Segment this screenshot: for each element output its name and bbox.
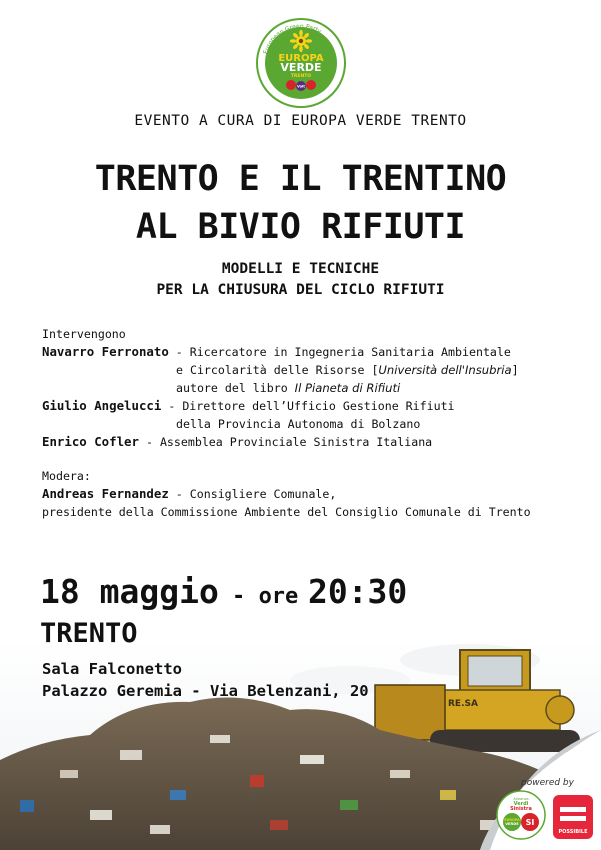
speaker-1-line-3: autore del libro Il Pianeta di Rifiuti bbox=[176, 381, 401, 395]
speaker-3: Enrico Cofler - Assemblea Provinciale Sinistra Italiana bbox=[42, 434, 433, 449]
venue-line-1: Sala Falconetto bbox=[42, 660, 182, 678]
event-datetime: 18 maggio - ore 20:30 bbox=[40, 572, 408, 611]
event-time: 20:30 bbox=[307, 572, 408, 611]
title-line-1: TRENTO E IL TRENTINO bbox=[94, 159, 507, 199]
event-venue bbox=[42, 658, 369, 702]
subtitle-line-1: MODELLI E TECNICHE bbox=[221, 261, 380, 277]
svg-text:POSSIBILE: POSSIBILE bbox=[558, 829, 588, 835]
badge-red-icon bbox=[286, 80, 296, 90]
moderator-heading: Modera: bbox=[42, 469, 91, 483]
possibile-logo bbox=[553, 795, 593, 839]
speaker-2-line-2: della Provincia Autonoma di Bolzano bbox=[176, 417, 421, 431]
speaker-role: Direttore dell’Ufficio Gestione Rifiuti bbox=[182, 399, 455, 413]
event-city: TRENTO bbox=[40, 618, 138, 649]
alleanza-verdi-sinistra-logo bbox=[496, 790, 546, 840]
venue-line-2: Palazzo Geremia - Via Belenzani, 20 bbox=[42, 682, 369, 700]
moderator-name: Andreas Fernandez bbox=[42, 486, 169, 501]
speaker-role: Ricercatore in Ingegneria Sanitaria Ambientale bbox=[189, 345, 511, 359]
badge-rose-icon bbox=[306, 80, 316, 90]
event-title bbox=[0, 155, 601, 251]
speaker-role: Assemblea Provinciale Sinistra Italiana bbox=[159, 435, 433, 449]
svg-text:Volt: Volt bbox=[296, 84, 306, 89]
speaker-1-line-2: e Circolarità delle Risorse [Università dell'Insubria] bbox=[176, 363, 519, 377]
svg-text:VERDE: VERDE bbox=[505, 822, 519, 826]
speaker-name: Giulio Angelucci bbox=[42, 398, 162, 413]
speakers-heading: Intervengono bbox=[42, 327, 126, 341]
speaker-name: Navarro Ferronato bbox=[42, 344, 169, 359]
speaker-1: Navarro Ferronato - Ricercatore in Ingegneria Sanitaria Ambientale bbox=[42, 344, 511, 359]
svg-text:TRENTO: TRENTO bbox=[290, 74, 312, 79]
organizer-line: EVENTO A CURA DI EUROPA VERDE TRENTO bbox=[134, 113, 467, 129]
event-ore: ore bbox=[258, 584, 299, 609]
speaker-name: Enrico Cofler bbox=[42, 434, 139, 449]
event-date: 18 maggio bbox=[40, 572, 219, 611]
moderator-line-2: presidente della Commissione Ambiente del Consiglio Comunale di Trento bbox=[42, 505, 531, 519]
speaker-2: Giulio Angelucci - Direttore dell’Ufficio Gestione Rifiuti bbox=[42, 398, 455, 413]
svg-text:Alleanza: Alleanza bbox=[513, 797, 529, 801]
svg-text:VERDE: VERDE bbox=[280, 61, 322, 74]
svg-text:EUROPA: EUROPA bbox=[278, 53, 324, 64]
event-subtitle bbox=[0, 259, 601, 301]
svg-text:European Green Party: European Green Party bbox=[262, 22, 323, 55]
subtitle-line-2: PER LA CHIUSURA DEL CICLO RIFIUTI bbox=[156, 282, 445, 298]
svg-text:Sinistra: Sinistra bbox=[510, 806, 532, 812]
svg-text:RE.SA: RE.SA bbox=[448, 699, 478, 709]
svg-text:Verdi: Verdi bbox=[513, 801, 529, 807]
title-line-2: AL BIVIO RIFIUTI bbox=[135, 207, 466, 247]
powered-by-label: powered by bbox=[521, 778, 574, 788]
speakers-section bbox=[42, 325, 582, 521]
svg-text:EUROPA: EUROPA bbox=[504, 818, 520, 822]
moderator: Andreas Fernandez - Consigliere Comunale, bbox=[42, 486, 337, 501]
europa-verde-logo bbox=[256, 18, 346, 108]
moderator-role: Consigliere Comunale, bbox=[189, 487, 337, 501]
svg-text:SI: SI bbox=[525, 818, 535, 827]
